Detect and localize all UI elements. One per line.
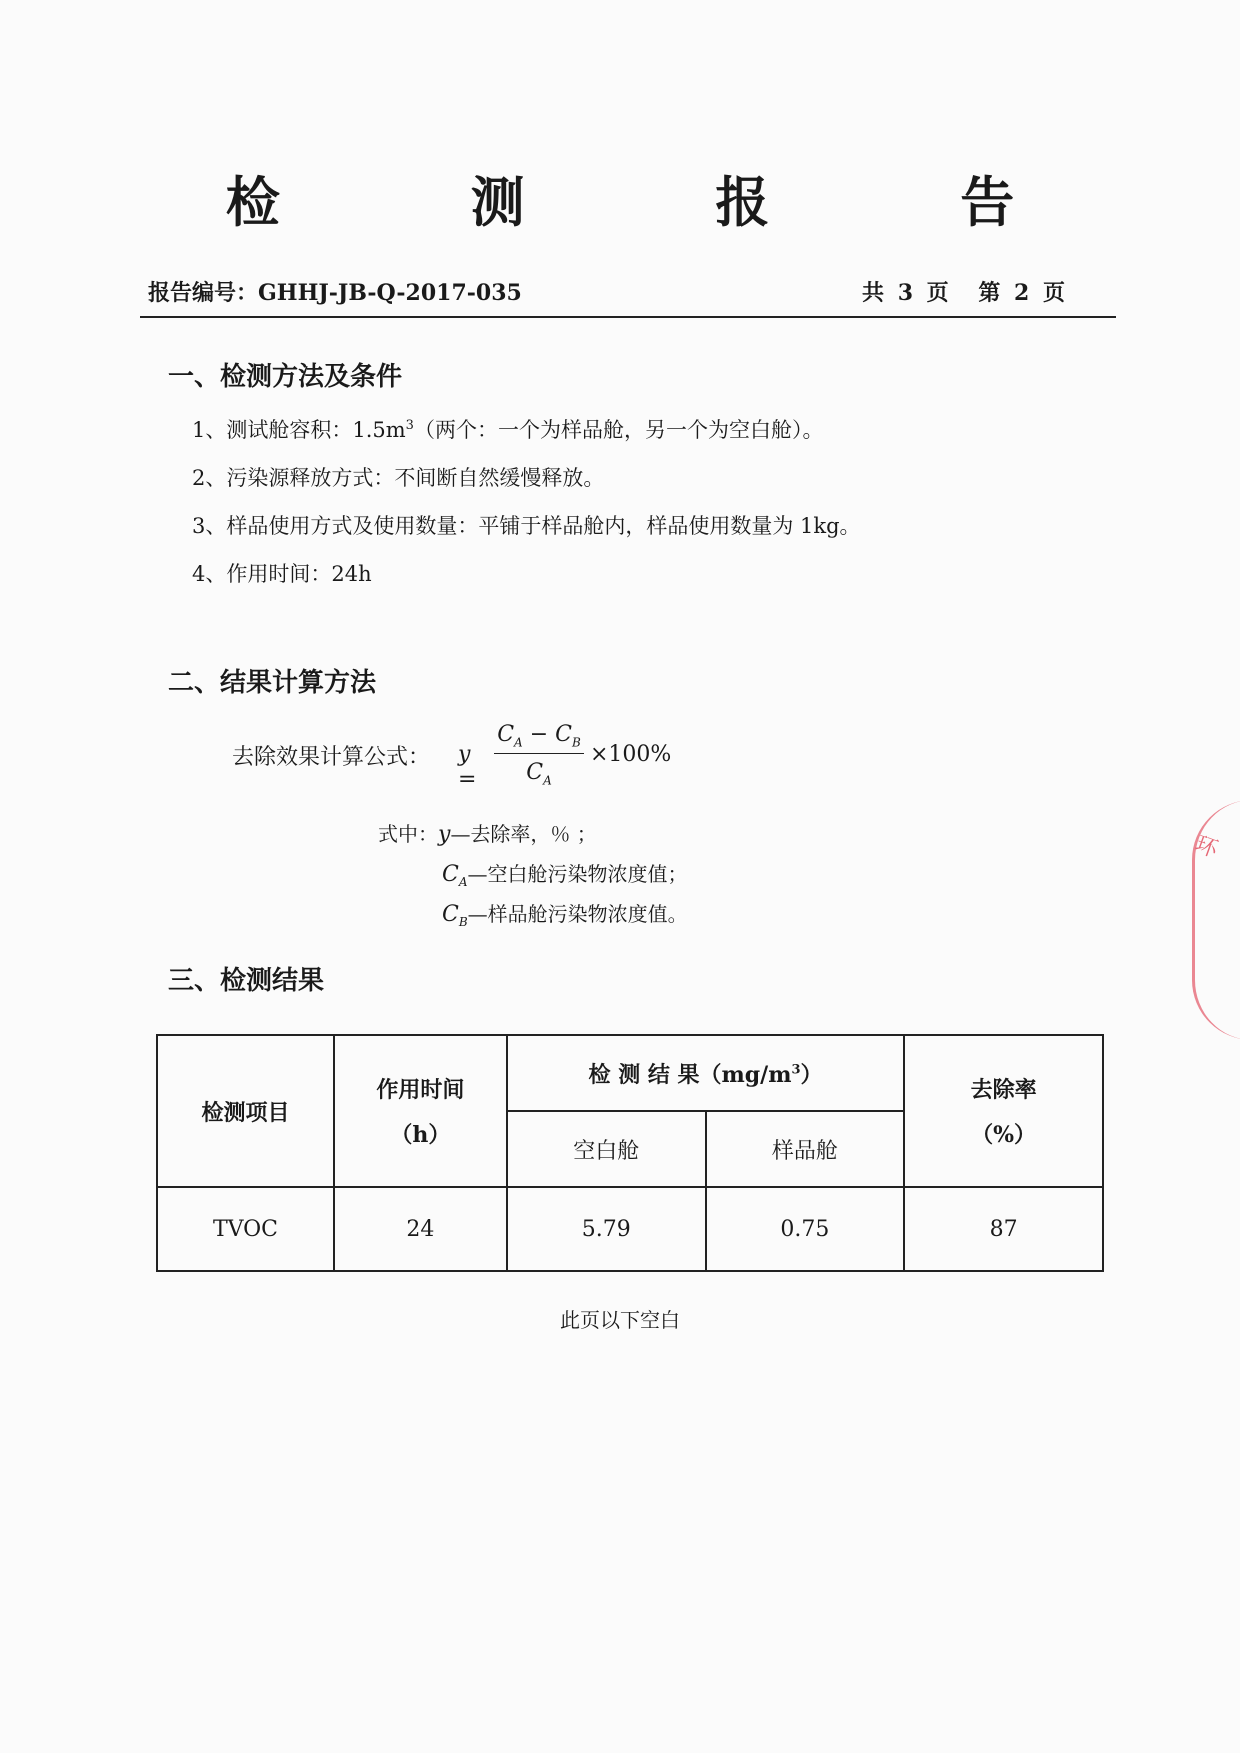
header-blank-chamber: 空白舱 (507, 1111, 706, 1187)
table-row (157, 1187, 1103, 1271)
definition-ca: $C_A—$空白舱污染物浓度值； (442, 862, 688, 889)
total-pages-unit: 页 (926, 280, 949, 306)
formula-lhs: y = (458, 742, 477, 792)
definition-cb: $C_B—$样品舱污染物浓度值。 (442, 902, 688, 929)
header-result: 检 测 结 果$(mg/m^3)$ (507, 1035, 904, 1111)
page-number-value: 2 (1014, 280, 1030, 306)
section-2-title: 二、结果计算方法 (168, 668, 377, 698)
condition-item-4: 4、作用时间：24h (192, 562, 372, 586)
blank-below-note: 此页以下空白 (560, 1308, 680, 1332)
results-table (156, 1034, 1104, 1272)
formula-fraction (494, 722, 584, 788)
header-time: 作用时间 （h） (334, 1035, 507, 1187)
section-1-title: 一、检测方法及条件 (168, 362, 403, 392)
header-rate: 去除率 （%） (904, 1035, 1103, 1187)
cell-item: TVOC (157, 1187, 334, 1271)
header-sample-chamber: 样品舱 (706, 1111, 905, 1187)
report-number-label: 报告编号： (148, 280, 259, 306)
header-item: 检测项目 (157, 1035, 334, 1187)
formula-factor: ×100% (590, 742, 672, 767)
condition-item-2: 2、污染源释放方式：不间断自然缓慢释放。 (192, 466, 605, 490)
section-3-title: 三、检测结果 (168, 966, 325, 996)
report-number (148, 276, 522, 307)
formula-label: 去除效果计算公式： (232, 745, 431, 770)
condition-item-3: 3、样品使用方式及使用数量：平铺于样品舱内，样品使用数量为 1kg。 (192, 514, 861, 538)
page-text: 第 (978, 280, 1001, 306)
report-title: 检 测 报 告 (225, 170, 1101, 234)
page-number-unit: 页 (1043, 280, 1066, 306)
condition-item-1: 1、测试舱容积：$1.5m^3$（两个：一个为样品舱，另一个为空白舱）。 (192, 418, 824, 442)
header-divider (140, 316, 1116, 318)
formula-numerator: $C_A - C_B$ (494, 722, 584, 754)
where-label: 式中： (378, 822, 438, 846)
cell-blank: 5.79 (507, 1187, 706, 1271)
definition-y: 式中：y—去除率，％ ； (378, 822, 597, 847)
page-indicator (862, 276, 1071, 307)
cell-sample: 0.75 (706, 1187, 905, 1271)
formula-denominator: $C_A$ (526, 760, 552, 788)
total-pages-value: 3 (897, 280, 913, 306)
cell-rate: 87 (904, 1187, 1103, 1271)
report-number-value: GHHJ-JB-Q-2017-035 (258, 280, 522, 306)
total-pages-text: 共 (862, 280, 885, 306)
seal-stamp-text: 环 (1191, 831, 1221, 863)
cell-time: 24 (334, 1187, 507, 1271)
